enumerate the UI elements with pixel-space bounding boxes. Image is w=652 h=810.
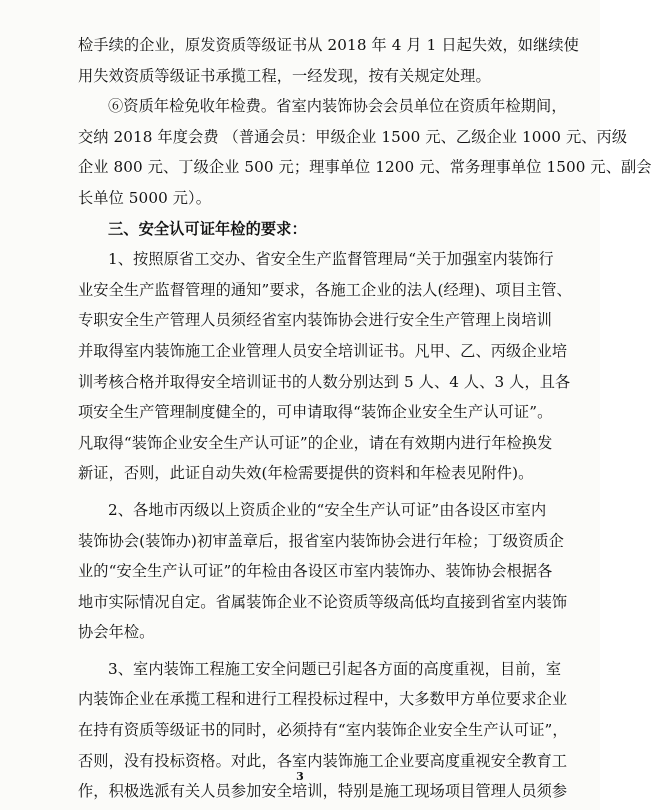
paragraph-line: 作，积极选派有关人员参加安全培训，特别是施工现场项目管理人员须参: [78, 782, 568, 801]
paragraph-line: 业的“安全生产认可证”的年检由各设区市室内装饰办、装饰协会根据各: [78, 562, 553, 581]
paragraph-line: 内装饰企业在承揽工程和进行工程投标过程中，大多数甲方单位要求企业: [78, 690, 568, 709]
paragraph-line: 装饰协会(装饰办)初审盖章后，报省室内装饰协会进行年检；丁级资质企: [78, 531, 564, 550]
paragraph-line: 协会年检。: [78, 623, 155, 642]
paragraph-line: 检手续的企业，原发资质等级证书从 2018 年 4 月 1 日起失效，如继续使: [78, 36, 579, 54]
paragraph-line: 3、室内装饰工程施工安全问题已引起各方面的高度重视，目前，室: [108, 659, 562, 678]
paragraph-line: 交纳 2018 年度会费 （普通会员：甲级企业 1500 元、乙级企业 1000 元、丙级: [78, 127, 628, 146]
paragraph-line: 长单位 5000 元）。: [78, 188, 212, 207]
paragraph-line: ⑥资质年检免收年检费。省室内装饰协会会员单位在资质年检期间，: [108, 97, 567, 116]
page-number: 3: [296, 770, 304, 783]
paragraph-line: 专职安全生产管理人员须经省室内装饰协会进行安全生产管理上岗培训: [78, 311, 552, 330]
paragraph-line: 在持有资质等级证书的同时，必须持有“室内装饰企业安全生产认可证”，: [78, 721, 568, 740]
paragraph-line: 2、各地市丙级以上资质企业的“安全生产认可证”由各设区市室内: [108, 500, 547, 519]
paragraph-line: 新证，否则，此证自动失效(年检需要提供的资料和年检表见附件)。: [78, 464, 534, 483]
paragraph-line: 否则，没有投标资格。对此，各室内装饰施工企业要高度重视安全教育工: [78, 751, 568, 770]
paragraph-line: 企业 800 元、丁级企业 500 元；理事单位 1200 元、常务理事单位 1500 元、副会: [78, 158, 652, 177]
paragraph-line: 凡取得“装饰企业安全生产认可证”的企业，请在有效期内进行年检换发: [78, 433, 553, 452]
paragraph-line: 项安全生产管理制度健全的，可申请取得“装饰企业安全生产认可证”。: [78, 403, 553, 422]
paragraph-line: 1、按照原省工交办、省安全生产监督管理局“关于加强室内装饰行: [108, 250, 554, 269]
document-body: [78, 30, 652, 807]
paragraph-line: 业安全生产监督管理的通知”要求，各施工企业的法人(经理)、项目主管、: [78, 280, 572, 299]
paragraph-line: 训考核合格并取得安全培训证书的人数分别达到 5 人、4 人、3 人，且各: [78, 372, 571, 391]
paragraph-line: 并取得室内装饰施工企业管理人员安全培训证书。凡甲、乙、丙级企业培: [78, 341, 568, 360]
paragraph-line: 地市实际情况自定。省属装饰企业不论资质等级高低均直接到省室内装饰: [78, 592, 568, 611]
paragraph-line: 用失效资质等级证书承揽工程，一经发现，按有关规定处理。: [78, 66, 491, 85]
section-heading: 三、安全认可证年检的要求：: [108, 219, 307, 238]
